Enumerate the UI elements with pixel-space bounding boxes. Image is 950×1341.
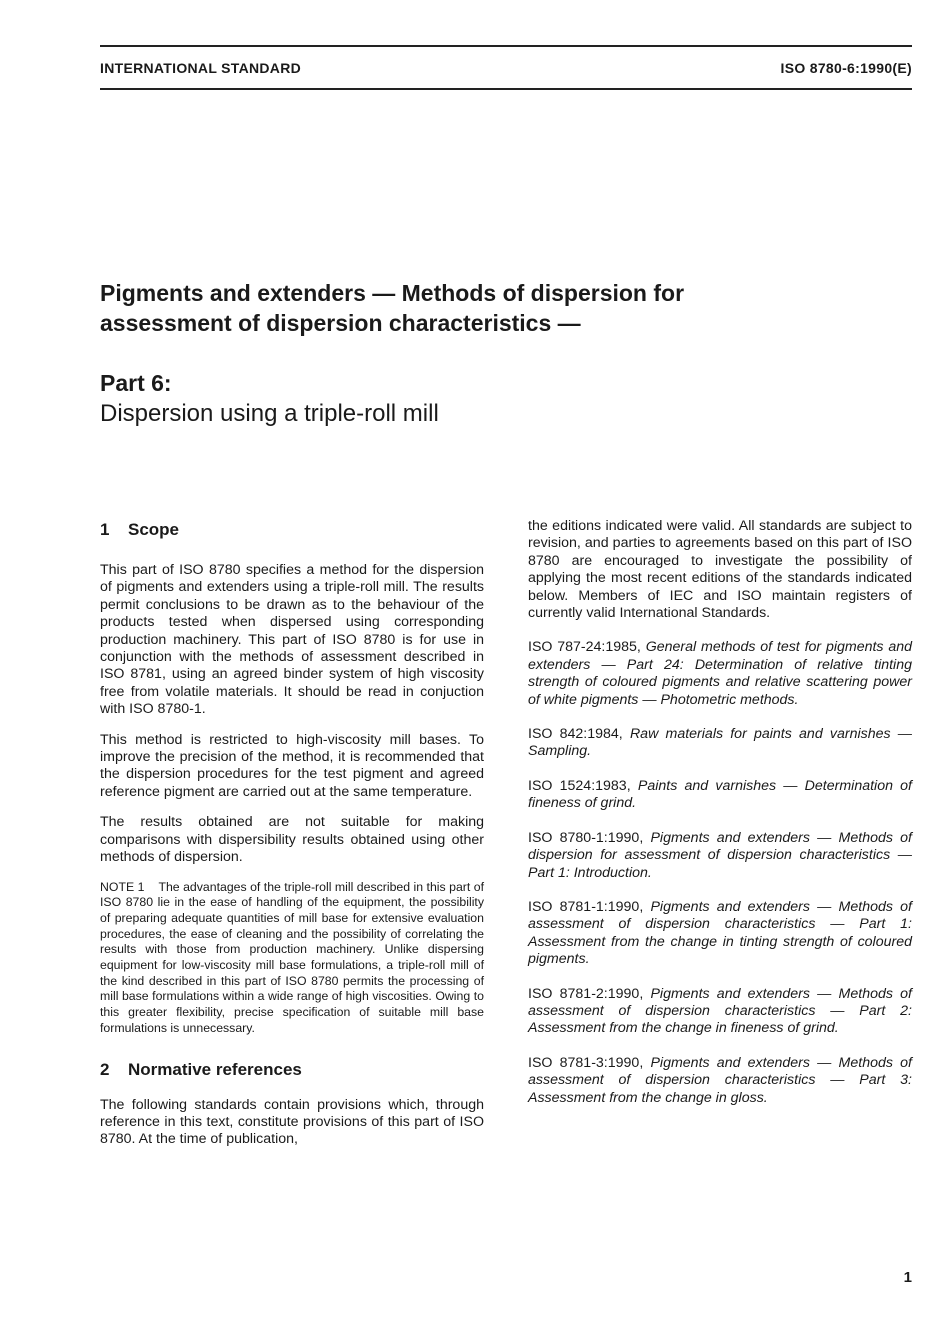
reference-code: ISO 787-24:1985,: [528, 639, 641, 656]
reference-title: Pigments and extenders — Methods of dispersion for assessment of dispersion characteristics — Part 1: Introduction.: [528, 829, 912, 881]
section-2-number: 2: [100, 1059, 110, 1079]
section-2-title: Normative references: [128, 1059, 302, 1079]
reference-item: [528, 899, 912, 969]
title-line-2: assessment of dispersion characteristics —: [100, 310, 581, 336]
header-top-rule: [100, 45, 912, 47]
section-2-heading: [100, 1059, 484, 1081]
header-bottom-rule: [100, 88, 912, 90]
document-title: [100, 278, 860, 338]
scope-paragraph-1: This part of ISO 8780 specifies a method for the dispersion of pigments and extenders using a triple-roll mill. The results permit conclusions to be drawn as to the behaviour of the products tested when dispersed using corresponding production machinery. This part of ISO 8780 is for use in conjunction with the methods of assessment described in ISO 8781, using an agreed binder system of high viscosity free from volatile materials. It should be read in conjuction with ISO 8780-1.: [100, 562, 484, 718]
references-paragraph-1-continued: the editions indicated were valid. All standards are subject to revision, and parties to agreements based on this part of ISO 8780 are encouraged to investigate the possibility of applying the most recent editions of the standards indicated below. Members of IEC and ISO maintain registers of currently valid International Standards.: [528, 518, 912, 622]
scope-paragraph-2: This method is restricted to high-viscosity mill bases. To improve the precision of the method, it is recommended that the dispersion procedures for the test pigment and agreed reference pigment are carried out at the same temperature.: [100, 731, 484, 800]
reference-title: Pigments and extenders — Methods of assessment of dispersion characteristics — Part 3: Assessment from the change in gloss.: [528, 1054, 912, 1106]
section-1-number: 1: [100, 520, 110, 539]
header-right: ISO 8780-6:1990(E): [780, 60, 912, 76]
reference-title: Paints and varnishes — Determination of fineness of grind.: [528, 777, 913, 812]
reference-item: [528, 778, 912, 813]
note-1: [100, 880, 484, 1037]
scope-paragraph-3: The results obtained are not suitable for making comparisons with dispersibility results obtained using other methods of dispersion.: [100, 814, 484, 866]
note-1-label: NOTE 1: [100, 879, 145, 894]
reference-item: [528, 639, 912, 709]
header-left: INTERNATIONAL STANDARD: [100, 60, 302, 76]
reference-code: ISO 8781-1:1990,: [528, 898, 644, 915]
section-1-heading: [100, 519, 484, 541]
title-line-1: Pigments and extenders — Methods of dispersion for: [100, 280, 685, 306]
page-number: 1: [903, 1269, 912, 1286]
references-paragraph-1: The following standards contain provisions which, through reference in this text, constitute provisions of this part of ISO 8780. At the time of publication,: [100, 1096, 484, 1148]
reference-code: ISO 842:1984,: [528, 726, 623, 743]
reference-code: ISO 8780-1:1990,: [528, 829, 644, 846]
right-column: [528, 518, 912, 1124]
reference-item: [528, 726, 912, 761]
part-label: Part 6:: [100, 370, 172, 396]
reference-title: Pigments and extenders — Methods of assessment of dispersion characteristics — Part 1: Assessment from the change in tinting strength of coloured pigments.: [528, 898, 912, 968]
reference-item: [528, 1055, 912, 1107]
reference-item: [528, 986, 912, 1038]
left-column: [100, 519, 484, 1162]
part-title: Dispersion using a triple-roll mill: [100, 400, 439, 427]
section-1-title: Scope: [128, 520, 180, 539]
reference-code: ISO 8781-2:1990,: [528, 985, 644, 1002]
reference-code: ISO 8781-3:1990,: [528, 1054, 644, 1071]
reference-code: ISO 1524:1983,: [528, 777, 631, 794]
reference-item: [528, 830, 912, 882]
reference-title: Raw materials for paints and varnishes — Sampling.: [528, 726, 912, 760]
note-1-text: The advantages of the triple-roll mill described in this part of ISO 8780 lie in the ease of handling of the equipment, the possibility of preparing adequate quantities of mill base for extensive evaluation procedures, the ease of cleaning and the possibility of correlating the results with those from production machinery. Unlike dispersing equipment for low-viscosity mill base formulations, a triple-roll mill of the kind described in this part of ISO 8780 permits the processing of mill base formulations within a wide range of high viscosities. Owing to this greater flexibility, precise specification of suitable mill base formulations is unnecessary.: [100, 879, 484, 1035]
reference-title: General methods of test for pigments and extenders — Part 24: Determination of relative tinting strength of coloured pigments and relative scattering power of white pigments — Photometric methods.: [528, 639, 912, 708]
reference-title: Pigments and extenders — Methods of assessment of dispersion characteristics — Part 2: Assessment from the change in fineness of grind.: [528, 985, 912, 1037]
